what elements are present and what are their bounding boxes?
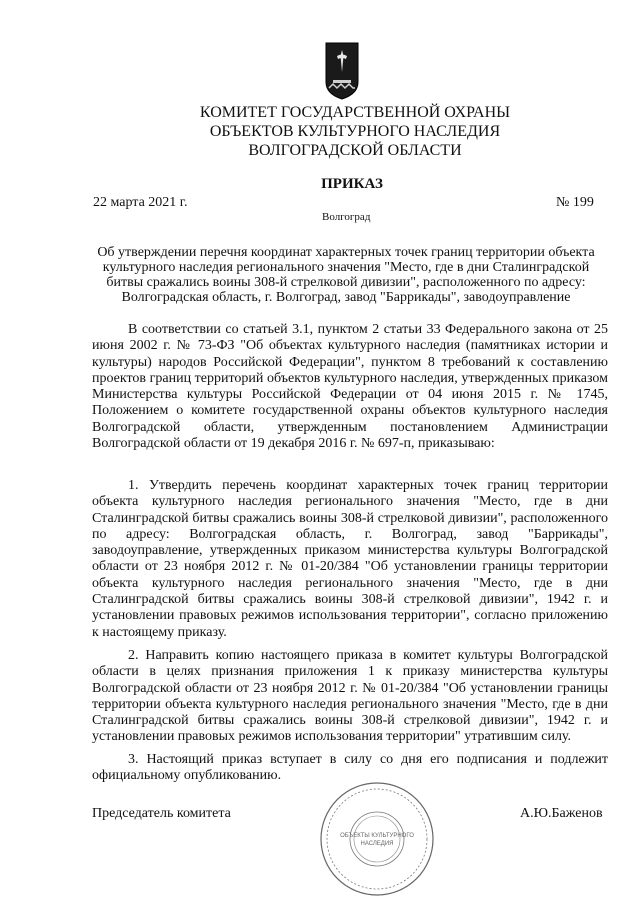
paragraph-text: В соответствии со статьей 3.1, пунктом 2 статьи 33 Федерального закона от 25 июня 2002 г. № 73-ФЗ "Об объектах культурного наследия (памятниках истории и культуры) народов Российской Федерации", пунктом 8 требований к составлению проектов границ территорий объектов культурного наследия, утвержденных приказом Министерства культуры Российской Федерации от 04 июня 2015 г. № 1745, Положением о комитете государственной охраны объектов культурного наследия Волгоградской области, утвержденным постановлением Администрации Волгоградской области от 19 декабря 2016 г. № 697-п, приказываю:: [92, 322, 608, 452]
paragraph-text: 1. Утвердить перечень координат характерных точек границ территории объекта культурного наследия регионального значения "Место, где в дни Сталинградской битвы сражались воины 308-й стрелковой дивизии", расположенного по адресу: Волгоградская область, г. Волгоград, завод "Баррикады", заводоуправление, утвержденных приказом министерства культуры Волгоградской области от 23 ноября 2012 г. № 01-20/384 "Об установлении границы территории объекта культурного наследия регионального значения "Место, где в дни Сталинградской битвы сражались воины 308-й стрелковой дивизии", 1942 г. и установлении правовых режимов использования территории", согласно приложению к настоящему приказу.: [92, 478, 608, 640]
official-round-seal-icon: [318, 780, 436, 898]
body-paragraph-1: [92, 322, 608, 452]
order-number: № 199: [556, 195, 594, 210]
body-paragraph-3: [92, 648, 608, 746]
org-name-line-2: ОБЪЕКТОВ КУЛЬТУРНОГО НАСЛЕДИЯ: [209, 123, 501, 140]
svg-text:НАСЛЕДИЯ: НАСЛЕДИЯ: [360, 841, 394, 847]
document-title: ПРИКАЗ: [321, 176, 383, 192]
org-name-line-1: КОМИТЕТ ГОСУДАРСТВЕННОЙ ОХРАНЫ: [199, 104, 511, 121]
signer-title: Председатель комитета: [92, 806, 231, 821]
stamp-text: ОБЪЕКТЫ КУЛЬТУРНОГО: [340, 833, 414, 839]
body-paragraph-2: [92, 478, 608, 641]
order-date: 22 марта 2021 г.: [93, 195, 188, 210]
paragraph-text: 3. Настоящий приказ вступает в силу со дня его подписания и подлежит официальному опубликованию.: [92, 752, 608, 784]
signer-name: А.Ю.Баженов: [520, 806, 603, 821]
org-name-line-3: ВОЛГОГРАДСКОЙ ОБЛАСТИ: [248, 142, 462, 159]
order-city: Волгоград: [322, 211, 371, 223]
volgograd-coat-of-arms-icon: [325, 42, 359, 100]
order-subject: Об утверждении перечня координат характерных точек границ территории объекта культурного наследия регионального значения "Место, где в дни Сталинградской битвы сражались воины 308-й стрелковой дивизии", расположенного по адресу: Волгоградская область, г. Волгоград, завод "Баррикады", заводоуправление: [97, 245, 595, 305]
paragraph-text: 2. Направить копию настоящего приказа в комитет культуры Волгоградской области в целях признания приложения 1 к приказу министерства культуры Волгоградской области от 23 ноября 2012 г. № 01-20/384 "Об установлении границы территории объекта культурного наследия регионального значения "Место, где в дни Сталинградской битвы сражались воины 308-й стрелковой дивизии", 1942 г. и установлении правовых режимов использования территории" утратившим силу.: [92, 648, 608, 745]
